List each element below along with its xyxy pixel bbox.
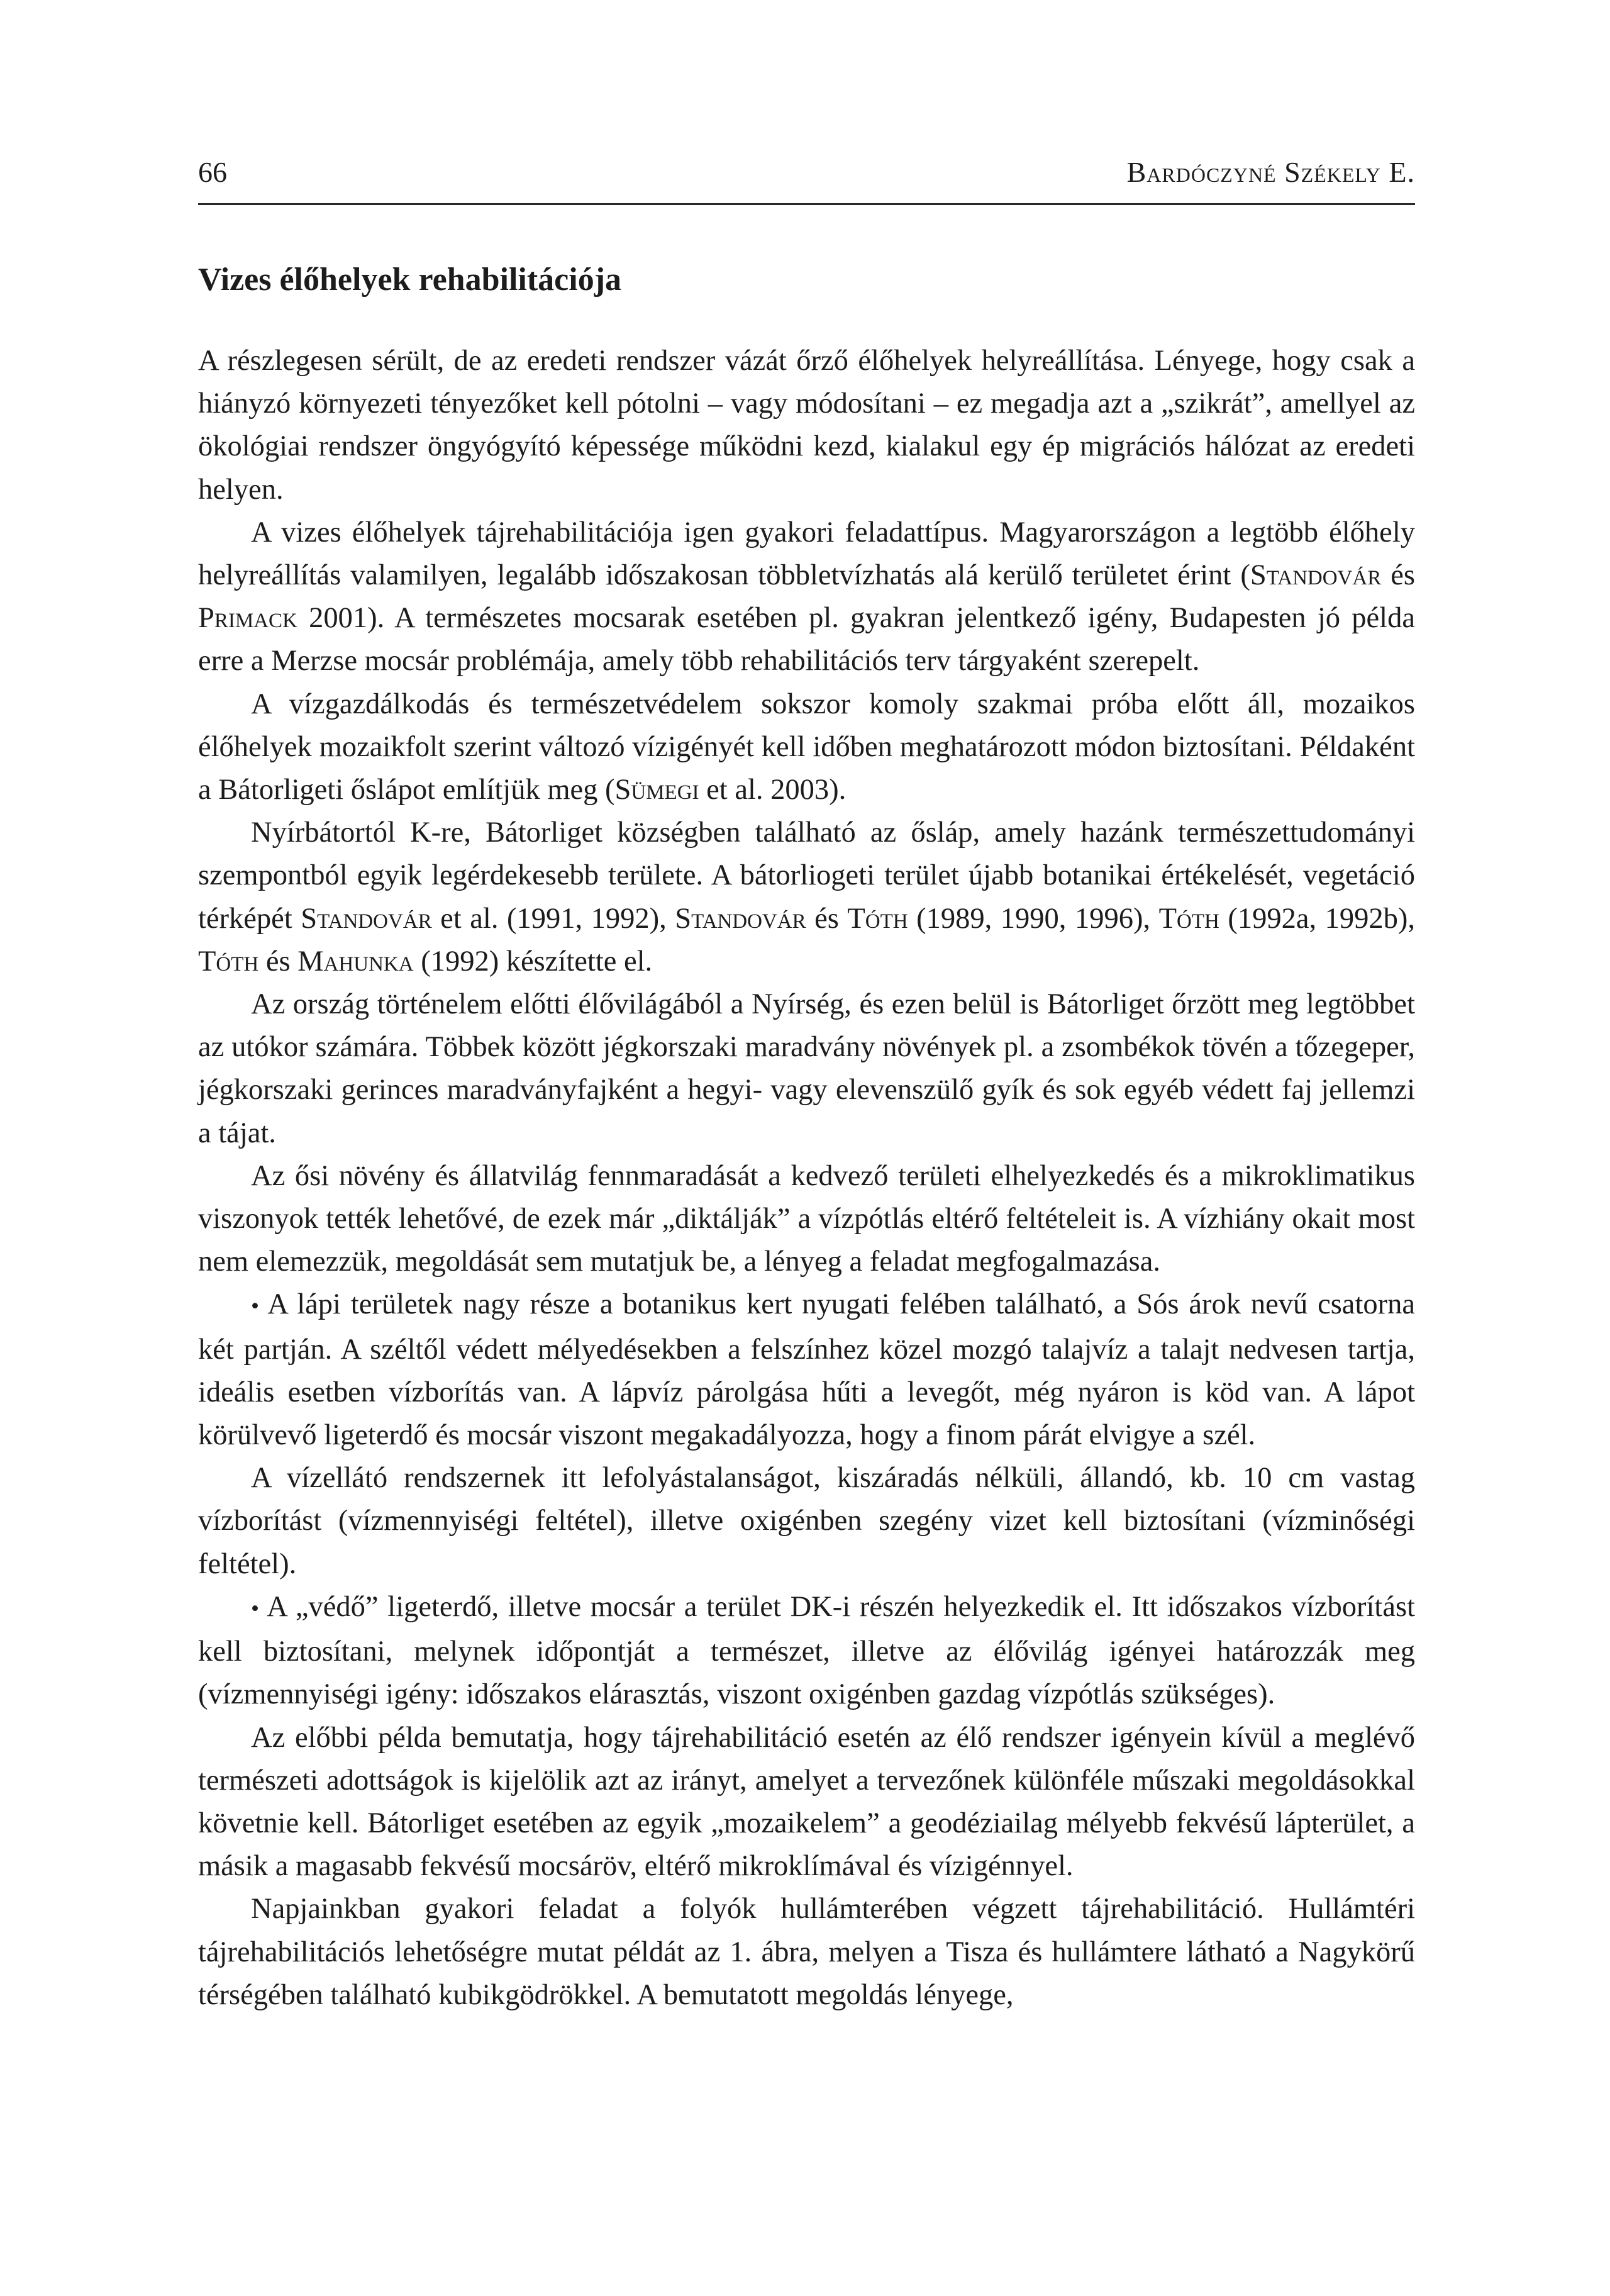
paragraph-3: A vízgazdálkodás és természetvédelem sokszor komoly szakmai próba előtt áll, mozaikos élőhelyek mozaikfolt szerint változó vízigényét kell időben meghatározott módon biztosítani. Példaként a Bátorligeti őslápot említjük meg (Sümegi et al. 2003). (198, 688, 1415, 806)
bullet-paragraph-2: • A „védő” ligeterdő, illetve mocsár a terület DK-i részén helyezkedik el. Itt időszakos vízborítást kell biztosítani, melynek időpontját a természet, illetve az élővilág igényei határozzák meg (vízmennyiségi igény: időszakos elárasztás, viszont oxigénben gazdag vízpótlás szükséges). (198, 1590, 1415, 1711)
running-header (198, 152, 1415, 192)
paragraph-5: Az ország történelem előtti élővilágából a Nyírség, és ezen belül is Bátorliget őrzött meg legtöbbet az utókor számára. Többek között jégkorszaki maradvány növények pl. a zsombékok tövén a tőzegeper, jégkorszaki gerinces maradványfajként a hegyi- vagy elevenszülő gyík és sok egyéb védett faj jellemzi a tájat. (198, 988, 1415, 1149)
citation-author: Tóth (1158, 902, 1219, 935)
paragraph-8: Az előbbi példa bemutatja, hogy tájrehabilitáció esetén az élő rendszer igényein kívül a meglévő természeti adottságok is kijelölik azt az irányt, amelyet a tervezőnek különféle műszaki megoldásokkal követnie kell. Bátorliget esetében az egyik „mozaikelem” a geodéziailag mélyebb fekvésű lápterület, a másik a magasabb fekvésű mocsáröv, eltérő mikroklímával és vízigénnyel. (198, 1721, 1415, 1883)
bullet-icon: • (251, 1293, 260, 1320)
running-head-author: Bardóczyné Székely E. (1126, 156, 1415, 188)
section-title: Vizes élőhelyek rehabilitációja (198, 262, 622, 298)
citation-author: Tóth (847, 902, 908, 935)
citation-author: Tóth (198, 945, 259, 978)
citation-author: Sümegi (614, 774, 699, 806)
paragraph-1: A részlegesen sérült, de az eredeti rendszer vázát őrző élőhelyek helyreállítása. Lényege, hogy csak a hiányzó környezeti tényezőket kell pótolni – vagy módosítani – ez megadja azt a „szikrát”, amellyel az ökológiai rendszer öngyógyító képessége működni kezd, kialakul egy ép migrációs hálózat az eredeti helyen. (198, 345, 1415, 506)
page-number: 66 (198, 156, 227, 188)
body-text (198, 340, 1415, 2017)
bullet-paragraph-1: • A lápi területek nagy része a botanikus kert nyugati felében található, a Sós árok nevű csatorna két partján. A széltől védett mélyedésekben a felszínhez közel mozgó talajvíz a talajt nedvesen tartja, ideális esetben vízborítás van. A lápvíz párolgása hűti a levegőt, még nyáron is köd van. A lápot körülvevő ligeterdő és mocsár viszont megakadályozza, hogy a finom párát elvigye a szél. (198, 1288, 1415, 1452)
paragraph-9: Napjainkban gyakori feladat a folyók hullámterében végzett tájrehabilitáció. Hullámtéri tájrehabilitációs lehetőségre mutat példát az 1. ábra, melyen a Tisza és hullámtere látható a Nagykörű térségében található kubikgödrökkel. A bemutatott megoldás lényege, (198, 1893, 1415, 2011)
citation-author: Primack (198, 602, 297, 635)
citation-author: Mahunka (297, 945, 414, 978)
paragraph-2: A vizes élőhelyek tájrehabilitációja igen gyakori feladattípus. Magyarországon a legtöbb élőhely helyreállítás valamilyen, legalább időszakosan többletvízhatás alá kerülő területet érint (Standovár és Primack 2001). A természetes mocsarak esetében pl. gyakran jelentkező igény, Budapesten jó példa erre a Merzse mocsár problémája, amely több rehabilitációs terv tárgyaként szerepelt. (198, 516, 1415, 677)
citation-author: Standovár (301, 902, 432, 935)
citation-author: Standovár (1250, 559, 1382, 592)
paragraph-7: A vízellátó rendszernek itt lefolyástalanságot, kiszáradás nélküli, állandó, kb. 10 cm vastag vízborítást (vízmennyiségi feltétel), illetve oxigénben szegény vizet kell biztosítani (vízminőségi feltétel). (198, 1462, 1415, 1580)
citation-author: Standovár (675, 902, 806, 935)
header-rule (198, 203, 1415, 205)
bullet-icon: • (251, 1595, 260, 1622)
paragraph-4: Nyírbátortól K-re, Bátorliget községben található az ősláp, amely hazánk természettudományi szempontból egyik legérdekesebb területe. A bátorliogeti terület újabb botanikai értékelését, vegetáció térképét Standovár et al. (1991, 1992), Standovár és Tóth (1989, 1990, 1996), Tóth (1992a, 1992b), Tóth és Mahunka (1992) készítette el. (198, 816, 1415, 978)
paragraph-6: Az ősi növény és állatvilág fennmaradását a kedvező területi elhelyezkedés és a mikroklimatikus viszonyok tették lehetővé, de ezek már „diktálják” a vízpótlás eltérő feltételeit is. A vízhiány okait most nem elemezzük, megoldását sem mutatjuk be, a lényeg a feladat megfogalmazása. (198, 1159, 1415, 1278)
